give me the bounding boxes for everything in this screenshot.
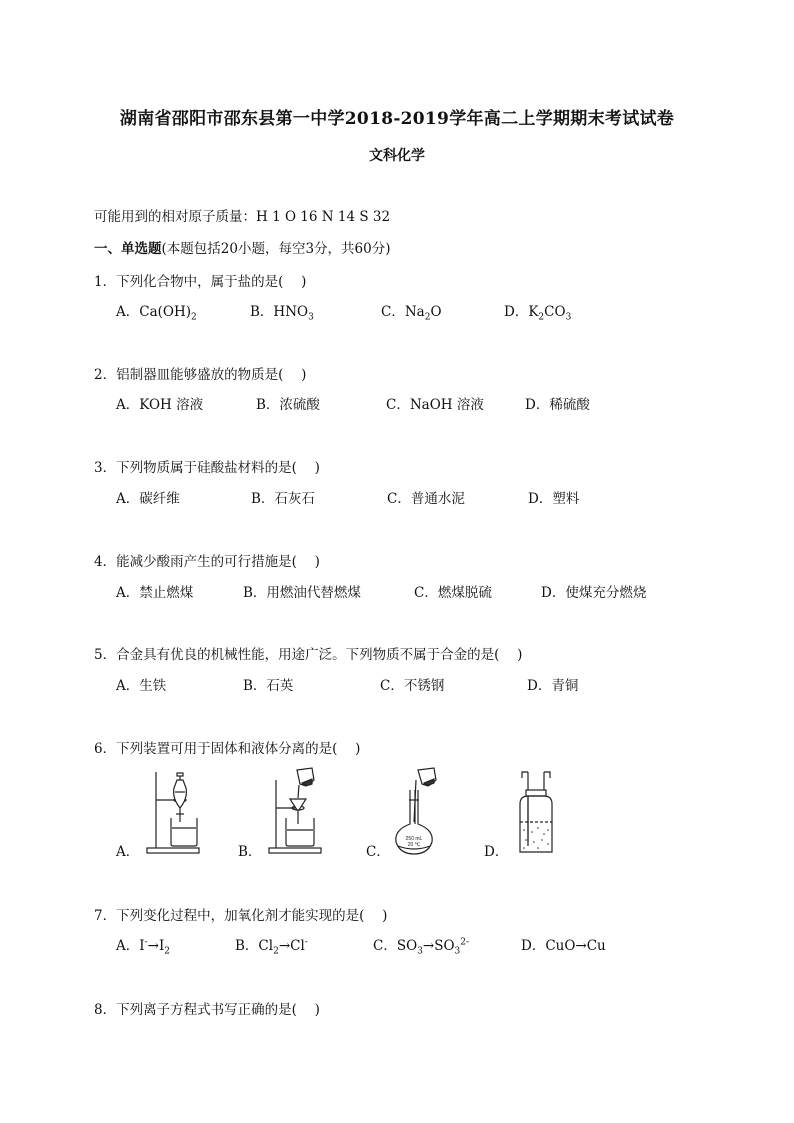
formula-text: 青铜: [551, 678, 579, 694]
q5-option-b: B．石英: [243, 678, 294, 694]
formula-text: KOH 溶液: [139, 397, 204, 413]
q5-option-a: A．生铁: [116, 678, 167, 694]
q4-option-d: D．使煤充分燃烧: [541, 585, 647, 601]
q4-option-b: B．用燃油代替燃煤: [243, 585, 361, 601]
formula-supscript: -: [304, 937, 308, 948]
formula-text: 使煤充分燃烧: [565, 585, 647, 601]
formula-text: →I: [147, 938, 165, 954]
q6-option-d-label: D．: [484, 844, 509, 860]
question-1-stem: 1．下列化合物中，属于盐的是( ): [94, 274, 307, 290]
q7-option-d: D．CuO→Cu: [521, 938, 606, 954]
section-note: (本题包括20小题，每空3分，共60分): [161, 241, 391, 257]
flask-label-temperature: 20 ℃: [407, 842, 421, 848]
formula-text: HNO: [273, 304, 309, 320]
filtration-apparatus-image: [266, 766, 326, 856]
formula-subscript: 3: [454, 946, 461, 957]
formula-text: K: [528, 304, 539, 320]
q2-option-b: B．浓硫酸: [256, 397, 320, 413]
q6-option-b-label: B．: [238, 844, 262, 860]
separatory-funnel-apparatus-image: [144, 770, 204, 856]
q7-option-a: A．$I^-\to I_2$: [116, 937, 171, 957]
formula-text: 稀硫酸: [549, 397, 590, 413]
formula-text: 普通水泥: [410, 491, 465, 507]
q1-option-c: C．$Na_2O$: [381, 304, 442, 323]
q7-option-b: B．$Cl_2\to Cl^-$: [235, 937, 308, 957]
q2-option-d: D．稀硫酸: [525, 397, 590, 413]
q2-option-a: A．KOH 溶液: [116, 397, 204, 413]
formula-supscript: -: [144, 937, 148, 948]
formula-text: 燃煤脱硫: [437, 585, 492, 601]
q4-option-a: A．禁止燃煤: [116, 585, 194, 601]
q3-option-a: A．碳纤维: [116, 491, 180, 507]
formula-text: 用燃油代替燃煤: [266, 585, 361, 601]
formula-text: Cl: [258, 938, 274, 954]
q6-option-c-label: C．: [366, 844, 390, 860]
formula-text: 禁止燃煤: [139, 585, 194, 601]
volumetric-flask-image: [392, 766, 448, 858]
formula-text: Ca(OH): [139, 304, 192, 320]
formula-text: 塑料: [552, 491, 580, 507]
formula-text: SO: [396, 938, 418, 954]
formula-text: 石灰石: [274, 491, 315, 507]
section-heading: 一、单选题: [94, 241, 162, 257]
q1-option-a: A．$Ca(OH)_2$: [116, 304, 197, 323]
q4-option-c: C．燃煤脱硫: [414, 585, 492, 601]
q2-option-c: C．NaOH 溶液: [386, 397, 484, 413]
formula-text: CO: [544, 304, 566, 320]
q1-option-d: D．$K_2CO_3$: [504, 304, 572, 323]
formula-subscript: 3: [565, 312, 572, 323]
formula-subscript: 3: [417, 946, 423, 957]
formula-subscript: 2: [164, 946, 171, 957]
formula-subscript: 2: [191, 312, 197, 323]
question-4-stem: 4．能减少酸雨产生的可行措施是( ): [94, 554, 320, 570]
formula-subscript: 2: [273, 946, 279, 957]
formula-subscript: 2: [424, 312, 431, 323]
formula-text: 碳纤维: [139, 491, 180, 507]
q6-option-a-label: A．: [116, 844, 140, 860]
formula-text: CuO→Cu: [545, 938, 606, 954]
formula-text: Na: [404, 304, 425, 320]
section-heading-line: [94, 237, 390, 257]
q3-option-c: C．普通水泥: [387, 491, 465, 507]
formula-text: 浓硫酸: [279, 397, 320, 413]
gas-washing-bottle-image: [514, 770, 558, 856]
q5-option-d: D．青铜: [527, 678, 579, 694]
q1-option-b: B．$HNO_3$: [250, 304, 314, 323]
formula-text: NaOH 溶液: [409, 397, 484, 413]
q7-option-c: C．$SO_3\to SO_3^{2-}$: [373, 937, 470, 957]
q3-option-b: B．石灰石: [251, 491, 315, 507]
formula-text: 石英: [266, 678, 294, 694]
q5-option-c: C．不锈钢: [380, 678, 445, 694]
formula-subscript: 3: [308, 312, 314, 323]
question-3-stem: 3．下列物质属于硅酸盐材料的是( ): [94, 460, 320, 476]
question-5-stem: 5．合金具有优良的机械性能，用途广泛。下列物质不属于合金的是( ): [94, 647, 523, 663]
question-7-stem: 7．下列变化过程中，加氧化剂才能实现的是( ): [94, 908, 388, 924]
formula-text: 生铁: [139, 678, 167, 694]
question-8-stem: 8．下列离子方程式书写正确的是( ): [94, 1002, 320, 1018]
atomic-masses: 可能用到的相对原子质量：H 1 O 16 N 14 S 32: [94, 209, 391, 225]
formula-text: →SO: [422, 938, 455, 954]
formula-subscript: 2: [538, 312, 545, 323]
page-title: 湖南省邵阳市邵东县第一中学2018-2019学年高二上学期期末考试试卷: [119, 109, 675, 129]
q3-option-d: D．塑料: [528, 491, 580, 507]
formula-text: O: [430, 304, 442, 320]
formula-text: 不锈钢: [403, 678, 445, 694]
question-6-stem: 6．下列装置可用于固体和液体分离的是( ): [94, 741, 361, 757]
formula-text: I: [139, 938, 145, 954]
formula-supscript: 2-: [460, 937, 470, 948]
question-2-stem: 2．铝制器皿能够盛放的物质是( ): [94, 367, 307, 383]
page-subtitle: 文科化学: [369, 148, 425, 164]
formula-text: →Cl: [278, 938, 305, 954]
flask-label-volume: 250 mL: [405, 836, 423, 842]
